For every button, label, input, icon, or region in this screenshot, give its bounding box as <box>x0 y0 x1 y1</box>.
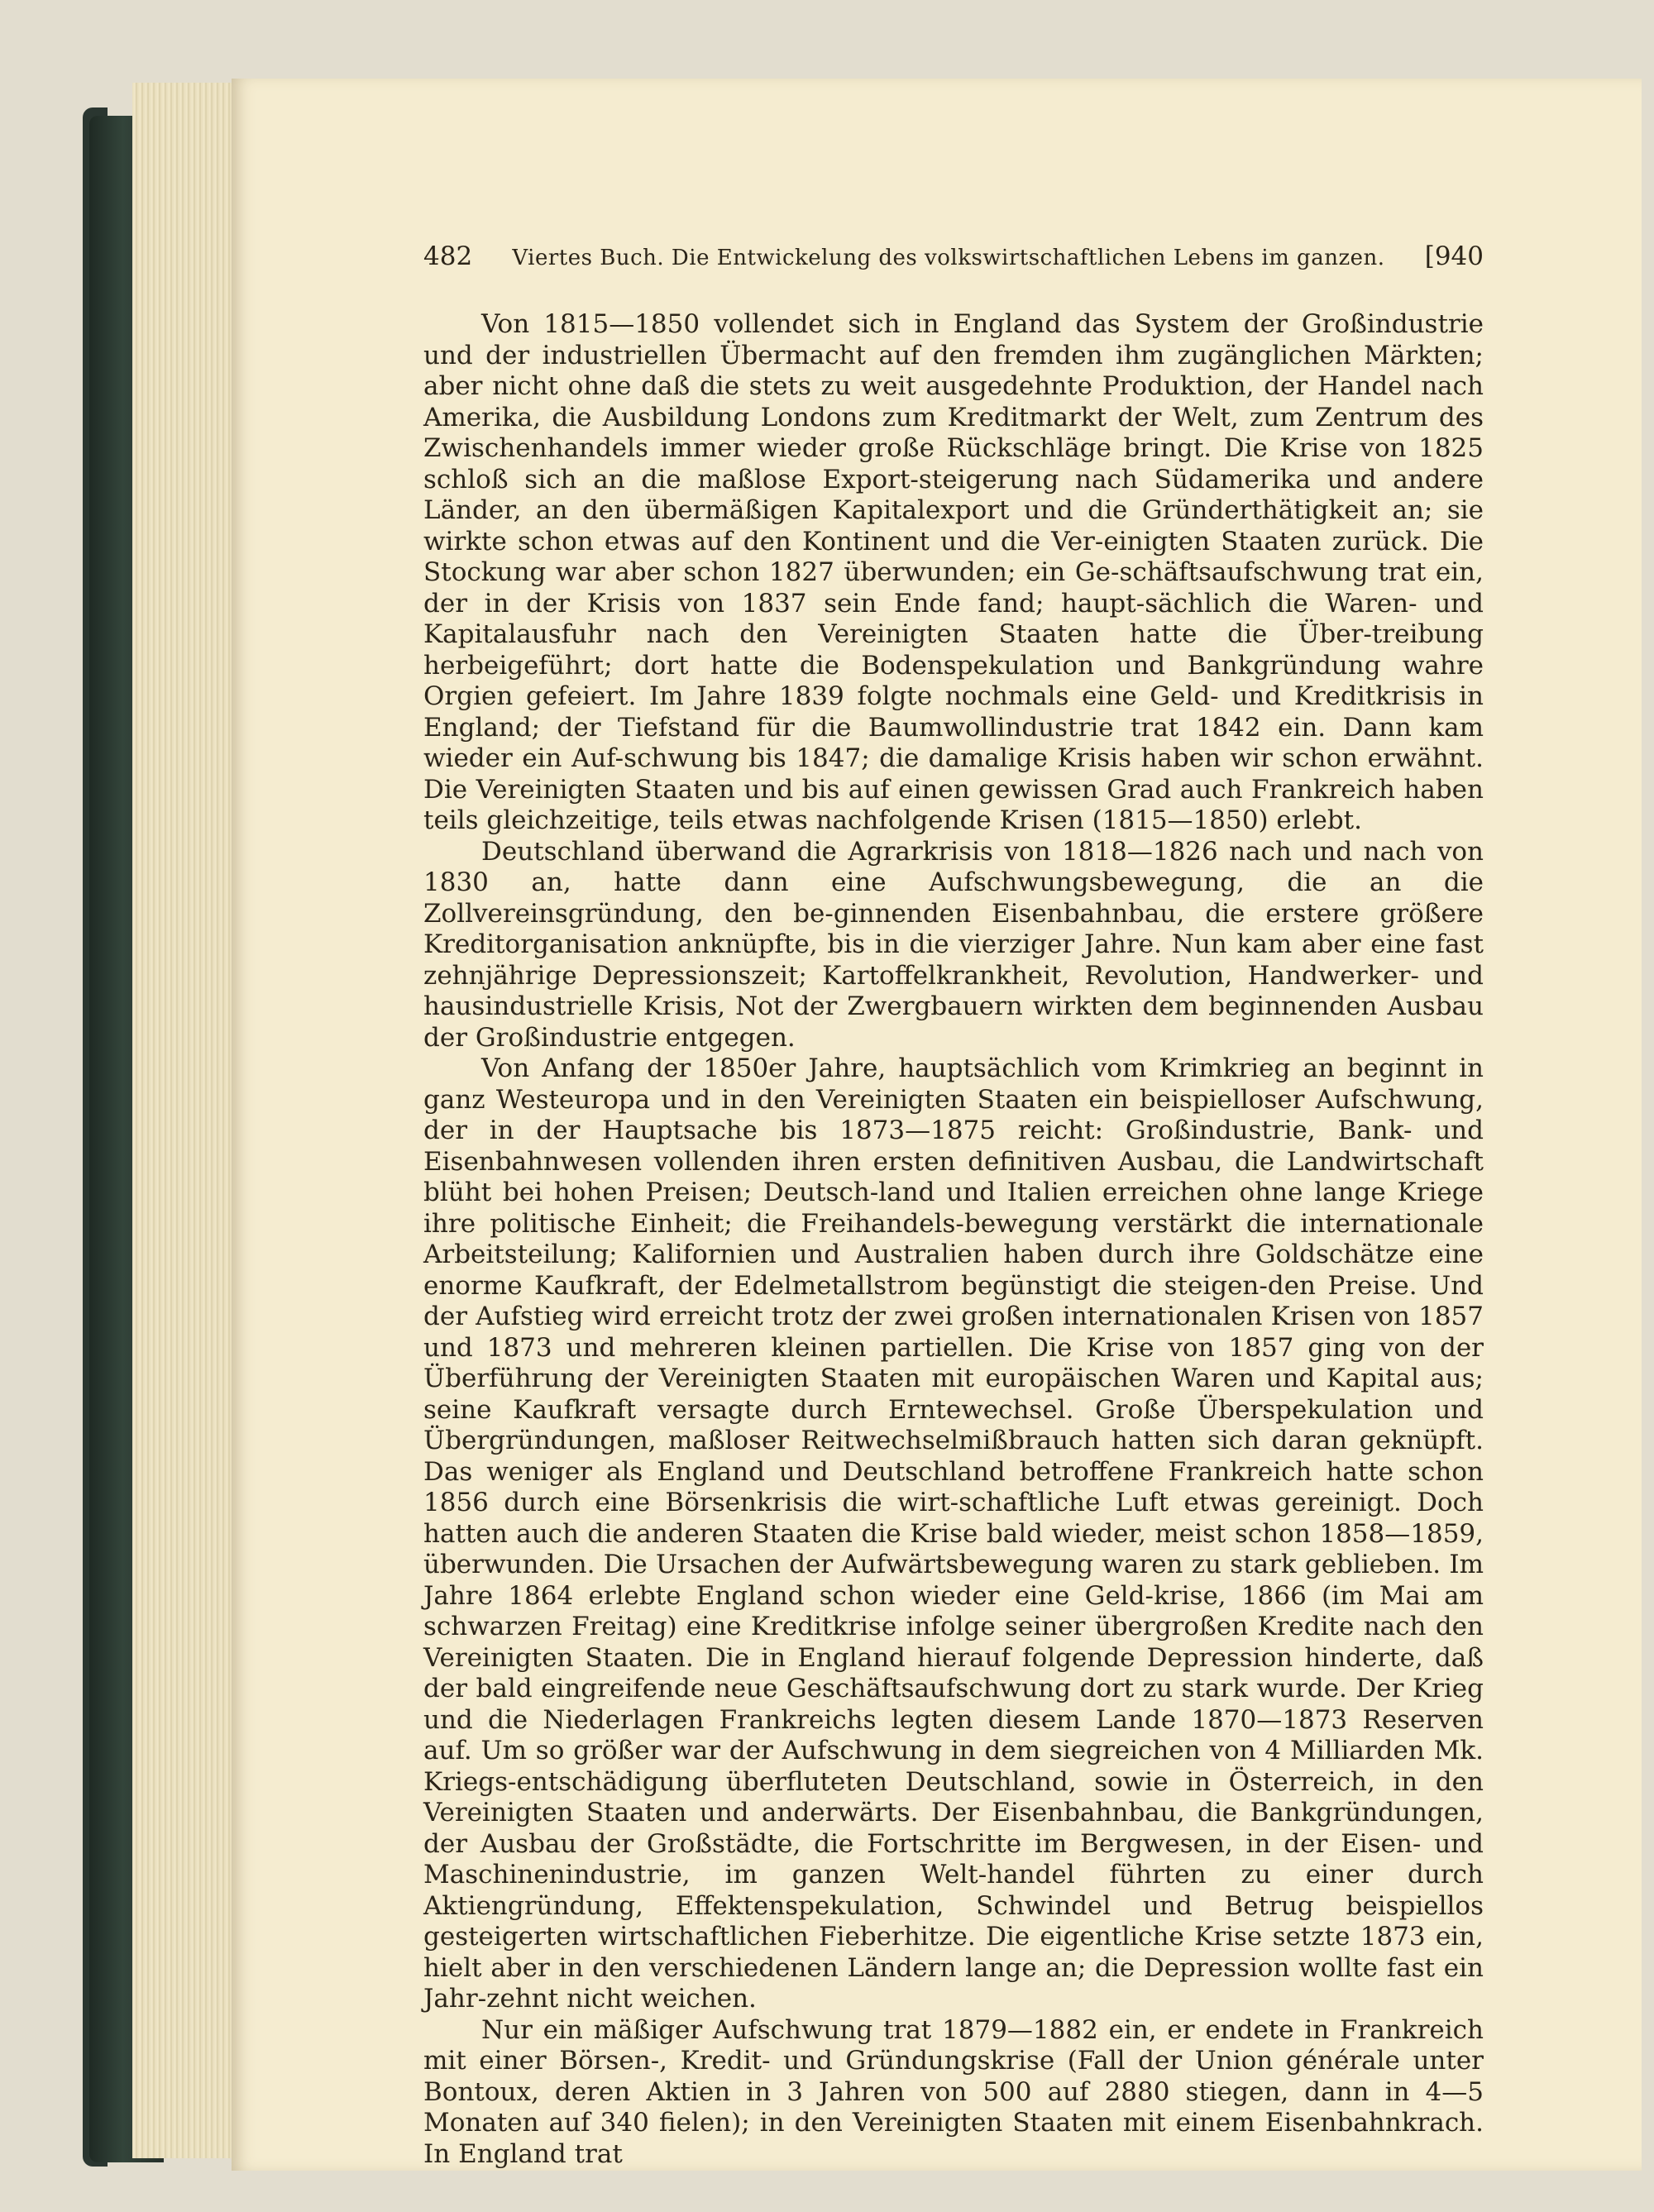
paragraph: Von Anfang der 1850er Jahre, hauptsächlich vom Krimkrieg an beginnt in ganz Westeuropa und in den Vereinigten Staaten ein beispielloser Aufschwung, der in der Hauptsache bis 1873—1875 reicht: Großindustrie, Bank- und Eisenbahnwesen vollenden ihren ersten definitiven Ausbau, die Landwirtschaft blüht bei hohen Preisen; Deutsch-land und Italien erreichen ohne lange Kriege ihre politische Einheit; die Freihandels-bewegung verstärkt die internationale Arbeitsteilung; Kalifornien und Australien haben durch ihre Goldschätze eine enorme Kaufkraft, der Edelmetallstrom begünstigt die steigen-den Preise. Und der Aufstieg wird erreicht trotz der zwei großen internationalen Krisen von 1857 und 1873 und mehreren kleinen partiellen. Die Krise von 1857 ging von der Überführung der Vereinigten Staaten mit europäischen Waren und Kapital aus; seine Kaufkraft versagte durch Erntewechsel. Große Überspekulation und Übergründungen, maßloser Reitwechselmißbrauch hatten sich daran geknüpft. Das weniger als England und Deutschland betroffene Frankreich hatte schon 1856 durch eine Börsenkrisis die wirt-schaftliche Luft etwas gereinigt. Doch hatten auch die anderen Staaten die Krise bald wieder, meist schon 1858—1859, überwunden. Die Ursachen der Aufwärtsbewegung waren zu stark geblieben. Im Jahre 1864 erlebte England schon wieder eine Geld-krise, 1866 (im Mai am schwarzen Freitag) eine Kreditkrise infolge seiner übergroßen Kredite nach den Vereinigten Staaten. Die in England hierauf folgende Depression hinderte, daß der bald eingreifende neue Geschäftsaufschwung dort zu stark wurde. Der Krieg und die Niederlagen Frankreichs legten diesem Lande 1870—1873 Reserven auf. Um so größer war der Aufschwung in dem siegreichen von 4 Milliarden Mk. Kriegs-entschädigung überfluteten Deutschland, sowie in Österreich, in den Vereinigten Staaten und anderwärts. Der Eisenbahnbau, die Bankgründungen, der Ausbau der Großstädte, die Fortschritte im Bergwesen, in der Eisen- und Maschinenindustrie, im ganzen Welt-handel führten zu einer durch Aktiengründung, Effektenspekulation, Schwindel und Betrug beispiellos gesteigerten wirtschaftlichen Fieberhitze. Die eigentliche Krise setzte 1873 ein, hielt aber in den verschiedenen Ländern lange an; die Depression wollte fast ein Jahr-zehnt nicht weichen. <box>423 1053 1484 2014</box>
paragraph: Von 1815—1850 vollendet sich in England das System der Großindustrie und der industriellen Übermacht auf den fremden ihm zugänglichen Märkten; aber nicht ohne daß die stets zu weit ausgedehnte Produktion, der Handel nach Amerika, die Ausbildung Londons zum Kreditmarkt der Welt, zum Zentrum des Zwischenhandels immer wieder große Rückschläge bringt. Die Krise von 1825 schloß sich an die maßlose Export-steigerung nach Südamerika und andere Länder, an den übermäßigen Kapitalexport und die Gründerthätigkeit an; sie wirkte schon etwas auf den Kontinent und die Ver-einigten Staaten zurück. Die Stockung war aber schon 1827 überwunden; ein Ge-schäftsaufschwung trat ein, der in der Krisis von 1837 sein Ende fand; haupt-sächlich die Waren- und Kapitalausfuhr nach den Vereinigten Staaten hatte die Über-treibung herbeigeführt; dort hatte die Bodenspekulation und Bankgründung wahre Orgien gefeiert. Im Jahre 1839 folgte nochmals eine Geld- und Kreditkrisis in England; der Tiefstand für die Baumwollindustrie trat 1842 ein. Dann kam wieder ein Auf-schwung bis 1847; die damalige Krisis haben wir schon erwähnt. Die Vereinigten Staaten und bis auf einen gewissen Grad auch Frankreich haben teils gleichzeitige, teils etwas nachfolgende Krisen (1815—1850) erlebt. <box>423 309 1484 835</box>
body-text <box>423 309 1484 2170</box>
paragraph: Deutschland überwand die Agrarkrisis von 1818—1826 nach und nach von 1830 an, hatte dann eine Aufschwungsbewegung, die an die Zollvereinsgründung, den be-ginnenden Eisenbahnbau, die erstere größere Kreditorganisation anknüpfte, bis in die vierziger Jahre. Nun kam aber eine fast zehnjährige Depressionszeit; Kartoffelkrankheit, Revolution, Handwerker- und hausindustrielle Krisis, Not der Zwergbauern wirkten dem beginnenden Ausbau der Großindustrie entgegen. <box>423 836 1484 1053</box>
section-marker: [940 <box>1424 241 1484 271</box>
page-stack-edges <box>132 83 241 2158</box>
page-number: 482 <box>423 241 473 271</box>
running-header <box>423 241 1484 275</box>
paragraph: Nur ein mäßiger Aufschwung trat 1879—1882 ein, er endete in Frankreich mit einer Börsen-, Kredit- und Gründungskrise (Fall der Union générale unter Bontoux, deren Aktien in 3 Jahren von 500 auf 2880 stiegen, dann in 4—5 Monaten auf 340 fielen); in den Vereinigten Staaten mit einem Eisenbahnkrach. In England trat <box>423 2014 1484 2169</box>
running-title: Viertes Buch. Die Entwickelung des volkswirtschaftlichen Lebens im ganzen. <box>512 246 1385 270</box>
page-content <box>423 241 1484 2170</box>
